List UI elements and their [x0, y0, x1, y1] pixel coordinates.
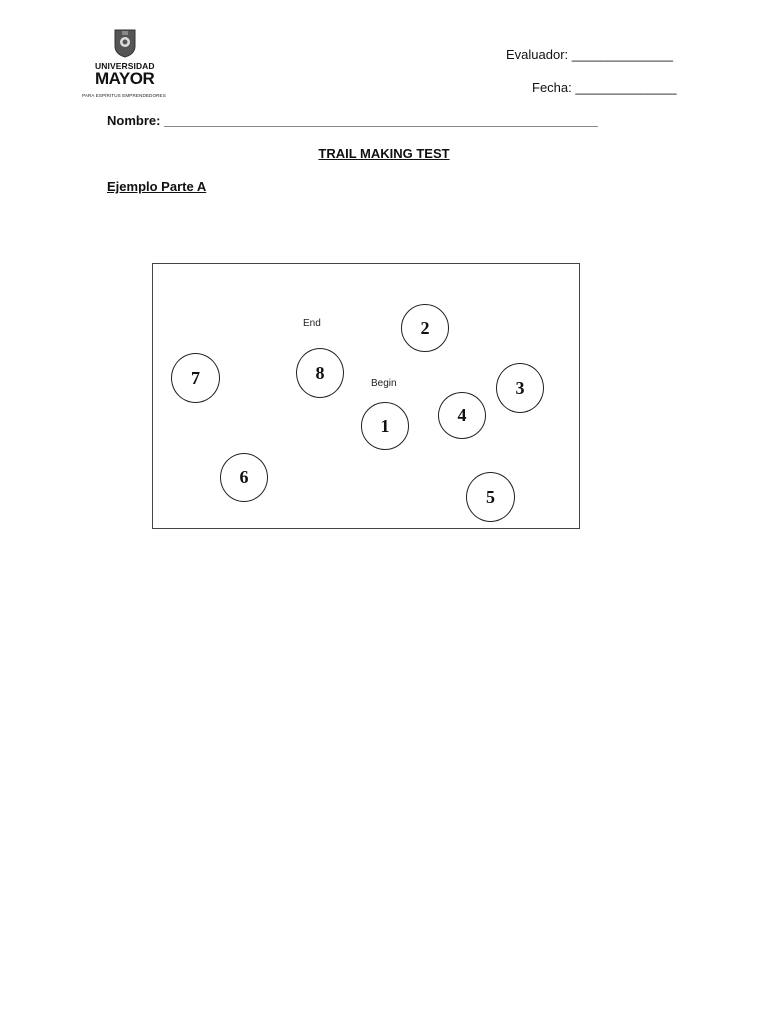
logo-text-mayor: MAYOR	[95, 69, 155, 88]
trail-circle-6[interactable]: 6	[220, 453, 268, 502]
trail-making-figure	[152, 263, 580, 529]
evaluador-field[interactable]: Evaluador: ______________	[506, 47, 673, 62]
trail-circle-7[interactable]: 7	[171, 353, 220, 403]
university-crest-icon	[113, 28, 137, 58]
nombre-field[interactable]: Nombre: ____________________________________________________________	[107, 113, 598, 128]
page-title: TRAIL MAKING TEST	[318, 146, 450, 161]
trail-circle-1[interactable]: 1	[361, 402, 409, 450]
fecha-field[interactable]: Fecha: ______________	[532, 80, 677, 95]
trail-circle-2[interactable]: 2	[401, 304, 449, 352]
university-logo	[80, 28, 170, 104]
logo-tagline: PARA ESPÍRITUS EMPRENDEDORES	[82, 93, 166, 98]
logo-text-universidad: UNIVERSIDAD	[95, 61, 155, 71]
trail-circle-4[interactable]: 4	[438, 392, 486, 439]
trail-circle-5[interactable]: 5	[466, 472, 515, 522]
end-label: End	[303, 318, 321, 329]
trail-circle-8[interactable]: 8	[296, 348, 344, 398]
begin-label: Begin	[371, 378, 397, 389]
section-heading: Ejemplo Parte A	[107, 179, 207, 194]
trail-circle-3[interactable]: 3	[496, 363, 544, 413]
